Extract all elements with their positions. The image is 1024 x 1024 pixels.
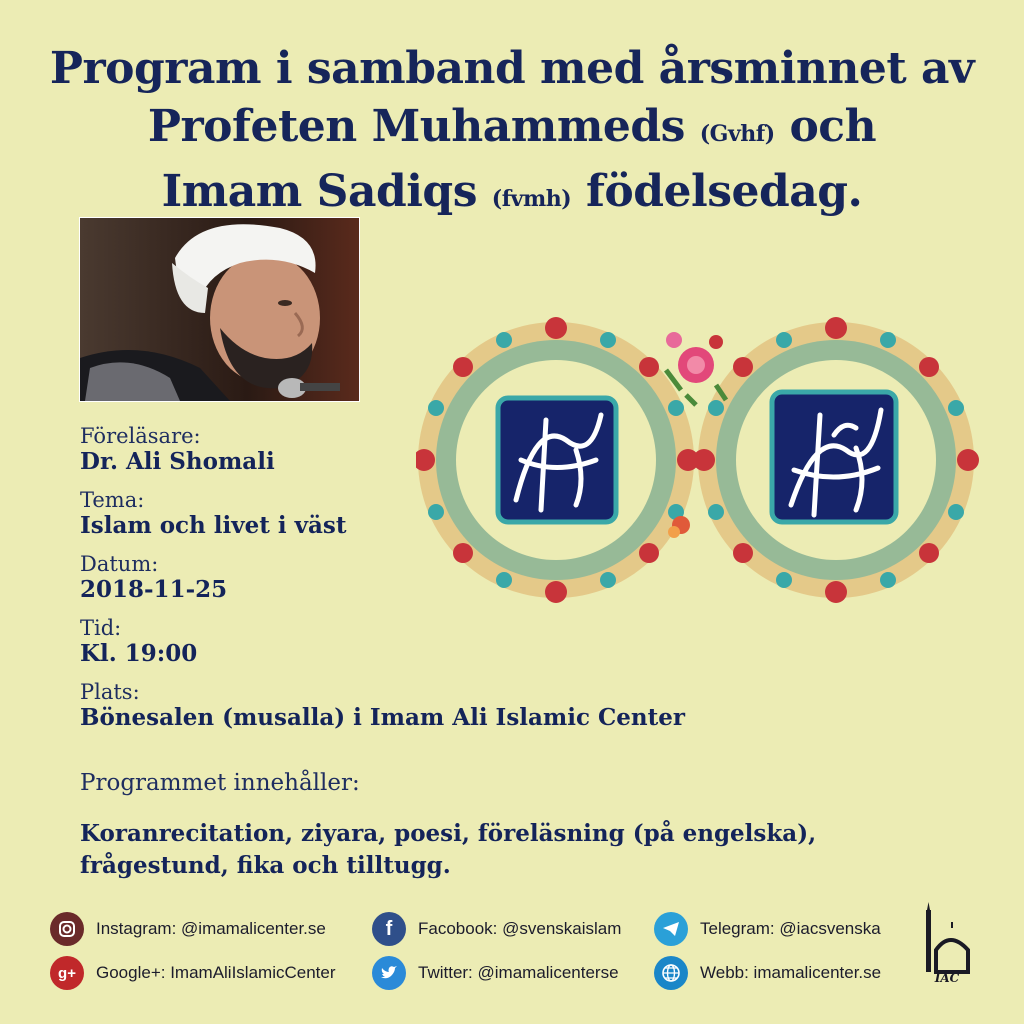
iac-logo xyxy=(920,902,974,984)
title-line-2-end: och xyxy=(789,101,877,152)
telegram-icon xyxy=(654,912,688,946)
speaker-label: Föreläsare: xyxy=(80,424,201,448)
instagram-link[interactable] xyxy=(50,912,326,946)
facebook-link[interactable] xyxy=(372,912,621,946)
title-line-3-honorific: (fvmh) xyxy=(491,186,572,212)
twitter-link[interactable] xyxy=(372,956,619,990)
date-value: 2018-11-25 xyxy=(80,576,228,603)
telegram-link[interactable] xyxy=(654,912,881,946)
title-line-3-end: födelsedag. xyxy=(585,166,863,217)
globe-icon xyxy=(654,956,688,990)
googleplus-text: Google+: ImamAliIslamicCenter xyxy=(96,963,336,982)
title-line-2-main: Profeten Muhammeds xyxy=(147,101,685,152)
twitter-text: Twitter: @imamalicenterse xyxy=(418,963,619,982)
facebook-text: Facobook: @svenskaislam xyxy=(418,919,622,938)
speaker-photo-illustration xyxy=(80,218,359,401)
title-line-2-honorific: (Gvhf) xyxy=(699,121,775,147)
date-label: Datum: xyxy=(80,552,159,576)
time-info xyxy=(80,616,720,668)
googleplus-icon: g+ xyxy=(50,956,84,990)
theme-label: Tema: xyxy=(80,488,145,512)
program-items xyxy=(80,818,840,882)
footer xyxy=(0,900,1024,1010)
iac-logo-text: IAC xyxy=(934,971,960,984)
facebook-icon: f xyxy=(372,912,406,946)
speaker-photo xyxy=(79,217,360,402)
program-items-line-1: Koranrecitation, ziyara, poesi, föreläsning (på engelska), xyxy=(80,820,817,847)
title-line-2 xyxy=(40,98,984,163)
place-value: Bönesalen (musalla) i Imam Ali Islamic Center xyxy=(80,704,686,731)
title-line-1: Program i samband med årsminnet av xyxy=(49,43,975,94)
theme-value: Islam och livet i väst xyxy=(80,512,347,539)
telegram-text: Telegram: @iacsvenska xyxy=(700,919,881,938)
time-label: Tid: xyxy=(80,616,122,640)
program-items-line-2: frågestund, fika och tilltugg. xyxy=(80,852,451,879)
googleplus-link[interactable] xyxy=(50,956,336,990)
time-value: Kl. 19:00 xyxy=(80,640,198,667)
place-info xyxy=(80,680,720,732)
speaker-value: Dr. Ali Shomali xyxy=(80,448,275,475)
title-line-3-main: Imam Sadiqs xyxy=(161,166,477,217)
ornament-right-medallion xyxy=(693,317,979,603)
poster-title xyxy=(40,40,984,228)
program-label: Programmet innehåller: xyxy=(80,770,360,796)
instagram-icon xyxy=(50,912,84,946)
twitter-icon xyxy=(372,956,406,990)
ornament-left-medallion xyxy=(416,317,699,603)
website-link[interactable] xyxy=(654,956,881,990)
instagram-text: Instagram: @imamalicenter.se xyxy=(96,919,326,938)
website-text: Webb: imamalicenter.se xyxy=(700,963,882,982)
place-label: Plats: xyxy=(80,680,140,704)
calligraphy-ornament xyxy=(416,310,980,610)
